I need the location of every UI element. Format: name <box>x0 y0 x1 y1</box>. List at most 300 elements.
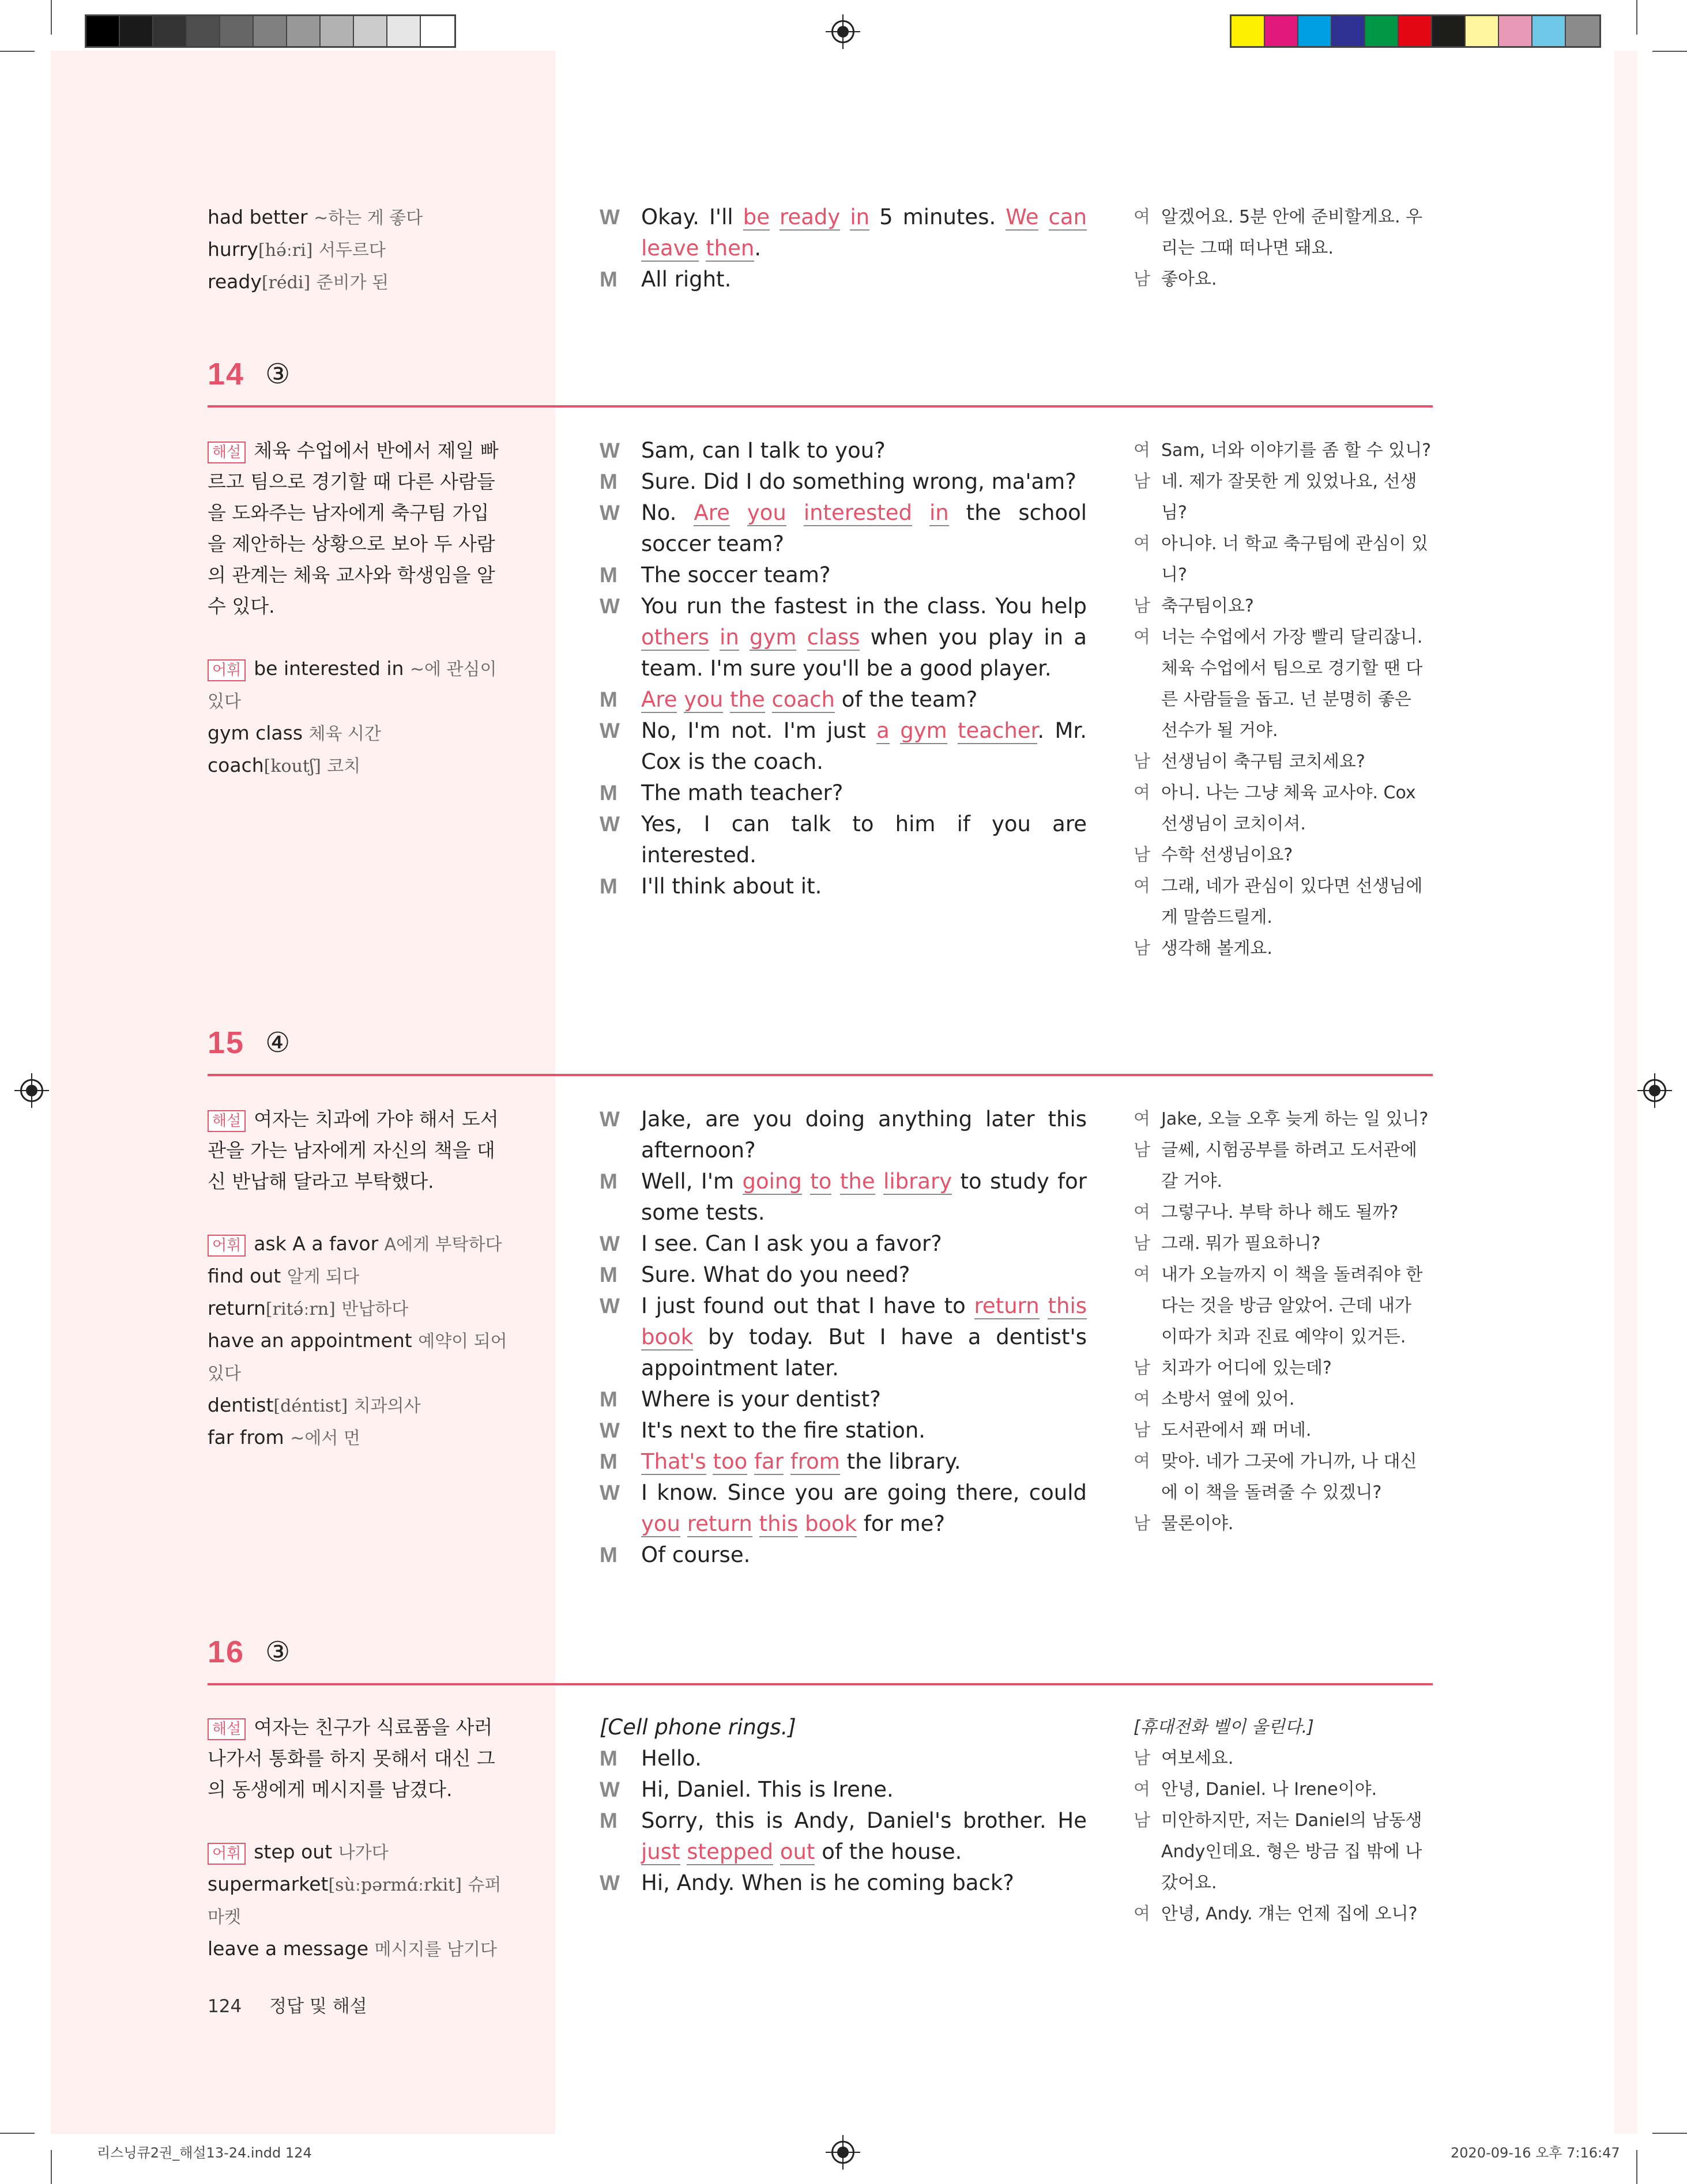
dialogue-text <box>641 778 1087 809</box>
text-run: Hi, Daniel. This is Irene. <box>641 1777 894 1802</box>
q15-script-kr <box>1134 1104 1433 1540</box>
speaker-label: M <box>600 1543 617 1567</box>
text-run: It's next to the fire station. <box>641 1418 926 1443</box>
blank-answer: Are <box>641 687 677 712</box>
speaker-label: M <box>600 563 617 587</box>
dialogue-text <box>641 1774 1087 1805</box>
dialogue-text <box>641 809 1087 871</box>
translation-line <box>1134 435 1433 466</box>
blank-answer: teacher <box>958 718 1038 743</box>
footer-title: 정답 및 해설 <box>269 1996 367 2017</box>
text-run: for me? <box>857 1511 945 1536</box>
vocab-meaning: 메시지를 남기다 <box>374 1940 497 1960</box>
text-run: You run the fastest in the class. You help <box>641 594 1087 618</box>
speaker-label: W <box>600 1419 620 1442</box>
text-run <box>802 1169 810 1194</box>
vocab-meaning: 준비가 된 <box>316 273 389 293</box>
vocab-meaning: 알게 되다 <box>287 1267 360 1287</box>
vocab-meaning: 치과의사 <box>353 1396 421 1416</box>
vocab-meaning: A에게 부탁하다 <box>384 1235 502 1255</box>
dialogue-text <box>641 466 1087 497</box>
translation-line <box>1134 1228 1433 1259</box>
text-run <box>831 1169 839 1194</box>
registration-mark-bottom <box>826 2135 860 2170</box>
slug-filename: 리스닝큐2권_해설13-24.indd 124 <box>97 2145 312 2161</box>
dialogue-text <box>641 1446 1087 1477</box>
text-run: the library. <box>839 1449 961 1474</box>
color-swatch <box>421 16 454 46</box>
text-run <box>680 1511 687 1536</box>
vocab-item <box>208 750 507 782</box>
spacer <box>208 1805 507 1836</box>
vocab-item <box>208 653 507 718</box>
text-run <box>765 687 772 712</box>
text-run <box>840 205 850 229</box>
vocab-word: far from <box>208 1426 284 1449</box>
dialogue-text <box>641 591 1087 684</box>
speaker-label: W <box>600 1294 620 1318</box>
speaker-label-kr: 여 <box>1134 440 1150 461</box>
translation-text: 아니. 나는 그냥 체육 교사야. Cox 선생님이 코치이셔. <box>1161 783 1416 834</box>
vocab-item <box>208 1293 507 1325</box>
section-divider <box>208 1683 1433 1685</box>
translation-line <box>1134 1415 1433 1446</box>
vocab-word: return <box>208 1297 266 1319</box>
translation-line <box>1134 1259 1433 1353</box>
blank-answer: class <box>807 625 860 650</box>
dialogue-line <box>600 684 1087 715</box>
translation-line <box>1134 529 1433 591</box>
speaker-label: W <box>600 439 620 462</box>
translation-text: 맞아. 네가 그곳에 가니까, 나 대신에 이 책을 돌려줄 수 있겠니? <box>1161 1451 1417 1503</box>
dialogue-line <box>600 1868 1087 1899</box>
q14-explanation <box>208 435 507 782</box>
blank-answer: We <box>1006 205 1039 229</box>
page-footer <box>208 1991 395 2017</box>
color-swatch <box>1566 16 1599 46</box>
color-swatch <box>1365 16 1399 46</box>
translation-text: 소방서 옆에 있어. <box>1161 1389 1295 1409</box>
translation-text: 도서관에서 꽤 머네. <box>1161 1420 1312 1440</box>
dialogue-text <box>641 1805 1087 1868</box>
dialogue-text <box>641 1259 1087 1291</box>
dialogue-text <box>641 435 1087 466</box>
vocab-item <box>208 1261 507 1293</box>
q14-script-kr <box>1134 435 1433 964</box>
translation-line <box>1134 1384 1433 1415</box>
speaker-label: M <box>600 1170 617 1193</box>
color-swatch <box>1499 16 1532 46</box>
explanation-tag: 해설 <box>208 1718 246 1740</box>
dialogue-line <box>600 1540 1087 1571</box>
answer-mark: ③ <box>265 358 291 390</box>
question-number: 16 <box>208 1635 245 1669</box>
stage-direction: [Cell phone rings.] <box>600 1715 796 1740</box>
speaker-label-kr: 여 <box>1134 207 1150 227</box>
speaker-label-kr: 여 <box>1134 1904 1150 1924</box>
section-divider <box>208 1074 1433 1076</box>
speaker-label-kr: 여 <box>1134 627 1150 647</box>
text-run: Sorry, this is Andy, Daniel's brother. He <box>641 1808 1087 1833</box>
color-swatch <box>1265 16 1298 46</box>
text-run: I see. Can I ask you a favor? <box>641 1231 942 1256</box>
crop-mark <box>1652 51 1687 52</box>
color-swatch <box>1432 16 1466 46</box>
vocab-meaning: 나가다 <box>338 1843 389 1863</box>
blank-answer: book <box>641 1325 694 1349</box>
vocab-tag: 어휘 <box>208 1843 246 1865</box>
dialogue-text <box>641 715 1087 778</box>
speaker-label: W <box>600 1107 620 1131</box>
translation-line <box>1134 591 1433 622</box>
translation-line <box>1134 840 1433 871</box>
q14-script-en <box>600 435 1087 902</box>
translation-text: 그래, 네가 관심이 있다면 선생님에게 말씀드릴게. <box>1161 876 1423 927</box>
translation-text: Sam, 너와 이야기를 좀 할 수 있니? <box>1161 440 1432 461</box>
speaker-label-kr: 남 <box>1134 845 1150 865</box>
text-run: 5 minutes. <box>869 205 1006 229</box>
translation-line <box>1134 1774 1433 1805</box>
vocab-word: dentist <box>208 1394 274 1416</box>
speaker-label: M <box>600 874 617 898</box>
text-run <box>723 687 730 712</box>
dialogue-line <box>600 778 1087 809</box>
question-number: 15 <box>208 1025 245 1060</box>
translation-line <box>1134 1899 1433 1930</box>
translation-text: 그렇구나. 부탁 하나 해도 될까? <box>1161 1202 1399 1223</box>
dialogue-line <box>600 871 1087 902</box>
q13-script-en <box>600 202 1087 295</box>
blank-answer: out <box>780 1839 815 1864</box>
text-run: Jake, are you doing anything later this afternoon? <box>641 1107 1087 1163</box>
text-run <box>890 718 900 743</box>
blank-answer: can <box>1048 205 1087 229</box>
q15-header <box>208 1025 290 1061</box>
vocab-item <box>208 1422 507 1454</box>
section-divider <box>208 405 1433 408</box>
crop-mark <box>51 2150 52 2184</box>
text-run: The math teacher? <box>641 780 843 805</box>
blank-answer: far <box>754 1449 784 1474</box>
speaker-label-kr: 여 <box>1134 1202 1150 1223</box>
text-run: of the house. <box>815 1839 962 1864</box>
blank-answer: return <box>974 1293 1040 1318</box>
text-run: No. <box>641 500 694 525</box>
vocab-pronunciation: [rédi] <box>261 273 311 293</box>
speaker-label-kr: 남 <box>1134 471 1150 492</box>
dialogue-text <box>641 1477 1087 1540</box>
dialogue-line <box>600 1477 1087 1540</box>
blank-answer: just <box>641 1839 680 1864</box>
dialogue-line <box>600 1774 1087 1805</box>
text-run <box>680 1839 687 1864</box>
vocab-meaning: 코치 <box>327 756 361 776</box>
translation-line <box>1134 1353 1433 1384</box>
speaker-label: M <box>600 1387 617 1411</box>
dialogue-line <box>600 560 1087 591</box>
blank-answer: library <box>883 1169 952 1194</box>
dialogue-line <box>600 497 1087 560</box>
q13-script-kr <box>1134 202 1433 295</box>
text-run: Hi, Andy. When is he coming back? <box>641 1870 1014 1895</box>
speaker-label: W <box>600 205 620 229</box>
q16-explanation <box>208 1712 507 1966</box>
dialogue-line <box>600 202 1087 264</box>
blank-answer: then <box>706 236 755 261</box>
explanation-body: 체육 수업에서 반에서 제일 빠르고 팀으로 경기할 때 다른 사람들을 도와주는 남자에게 축구팀 가입을 제안하는 상황으로 보아 두 사람의 관계는 체육 교사와 학생임을 알 수 있다. <box>208 439 499 617</box>
explanation-tag: 해설 <box>208 442 246 463</box>
crop-mark <box>51 0 52 35</box>
color-swatch <box>1298 16 1332 46</box>
speaker-label: W <box>600 812 620 836</box>
text-run: the school soccer team? <box>641 500 1087 556</box>
vocab-meaning: 서두르다 <box>318 240 386 261</box>
vocab-pronunciation: [déntist] <box>273 1396 348 1416</box>
blank-answer: you <box>641 1511 680 1536</box>
vocab-item <box>208 266 507 299</box>
explanation-text <box>208 435 507 622</box>
dialogue-line <box>600 1805 1087 1868</box>
translation-line <box>1134 264 1433 295</box>
vocab-word: ready <box>208 270 262 293</box>
color-swatch <box>1466 16 1499 46</box>
blank-answer: the <box>839 1169 875 1194</box>
right-edge-band <box>1614 51 1637 2134</box>
blank-answer: coach <box>771 687 835 712</box>
text-run <box>1038 205 1048 229</box>
text-run: All right. <box>641 267 732 292</box>
stage-direction-kr: [휴대전화 벨이 울린다.] <box>1134 1717 1314 1737</box>
translation-line <box>1134 1135 1433 1197</box>
color-swatch <box>387 16 421 46</box>
dialogue-text <box>641 871 1087 902</box>
translation-line <box>1134 933 1433 964</box>
blank-answer: gym <box>749 625 797 650</box>
speaker-label-kr: 여 <box>1134 783 1150 803</box>
text-run <box>875 1169 883 1194</box>
color-bar <box>1230 14 1601 48</box>
blank-answer: stepped <box>687 1839 774 1864</box>
question-number: 14 <box>208 357 245 391</box>
text-run: Well, I'm <box>641 1169 743 1194</box>
dialogue-text <box>641 1384 1087 1415</box>
crop-mark <box>1652 2133 1687 2134</box>
blank-answer: from <box>790 1449 840 1474</box>
translation-line <box>1134 202 1433 264</box>
translation-text: 축구팀이요? <box>1161 596 1254 616</box>
speaker-label-kr: 남 <box>1134 1358 1150 1378</box>
text-run: Where is your dentist? <box>641 1387 881 1412</box>
dialogue-text <box>641 684 1087 715</box>
dialogue-text <box>641 1228 1087 1259</box>
vocab-word: leave a message <box>208 1937 369 1960</box>
dialogue-text <box>641 264 1087 295</box>
text-run <box>730 500 747 525</box>
speaker-label-kr: 남 <box>1134 1234 1150 1254</box>
blank-answer: gym <box>900 718 947 743</box>
text-run <box>747 1449 754 1474</box>
vocab-item <box>208 1390 507 1422</box>
q16-script-kr <box>1134 1712 1433 1930</box>
blank-answer: going <box>742 1169 802 1194</box>
speaker-label: M <box>600 267 617 291</box>
blank-answer: you <box>747 500 786 525</box>
explanation-body: 여자는 치과에 가야 해서 도서관을 가는 남자에게 자신의 책을 대신 반납해 달라고 부탁했다. <box>208 1108 499 1193</box>
text-run <box>752 1511 759 1536</box>
text-run <box>709 625 720 650</box>
q15-script-en <box>600 1104 1087 1571</box>
translation-text: 미안하지만, 저는 Daniel의 남동생 Andy인데요. 형은 방금 집 밖에 나갔어요. <box>1161 1810 1422 1893</box>
crop-mark <box>0 51 35 52</box>
explanation-body: 여자는 친구가 식료품을 사러 나가서 통화를 하지 못해서 대신 그의 동생에게 메시지를 남겼다. <box>208 1716 495 1801</box>
dialogue-line <box>600 466 1087 497</box>
dialogue-text <box>641 1868 1087 1899</box>
text-run <box>796 625 807 650</box>
vocab-meaning: ~에 관심이 있다 <box>208 659 497 712</box>
dialogue-line <box>600 809 1087 871</box>
dialogue-text <box>641 1743 1087 1774</box>
vocab-meaning: 체육 시간 <box>308 724 382 744</box>
vocab-item <box>208 1933 507 1966</box>
spacer <box>208 622 507 653</box>
vocab-item <box>208 202 507 234</box>
translation-text: 아니야. 너 학교 축구팀에 관심이 있니? <box>1161 534 1428 585</box>
color-swatch <box>287 16 321 46</box>
text-run: to study for some tests. <box>641 1169 1087 1225</box>
speaker-label-kr: 여 <box>1134 1265 1150 1285</box>
vocab-item <box>208 234 507 266</box>
translation-line <box>1134 778 1433 840</box>
translation-text: 내가 오늘까지 이 책을 돌려줘야 한다는 것을 방금 알았어. 근데 내가 이따가 치과 진료 예약이 있거든. <box>1161 1265 1423 1347</box>
speaker-label-kr: 남 <box>1134 752 1150 772</box>
translation-text: Jake, 오늘 오후 늦게 하는 일 있니? <box>1161 1109 1429 1129</box>
speaker-label-kr: 남 <box>1134 596 1150 616</box>
translation-line <box>1134 466 1433 529</box>
text-run <box>786 500 804 525</box>
vocab-item <box>208 1325 507 1390</box>
text-run: Hello. <box>641 1746 702 1771</box>
color-swatch <box>321 16 354 46</box>
text-run: by today. But I have a dentist's appointment later. <box>641 1325 1087 1380</box>
speaker-label: M <box>600 1809 617 1832</box>
blank-answer: That's <box>641 1449 706 1474</box>
vocab-item <box>208 718 507 750</box>
vocab-meaning: 반납하다 <box>341 1299 409 1319</box>
translation-line <box>1134 1197 1433 1228</box>
speaker-label: M <box>600 1747 617 1770</box>
dialogue-line <box>600 591 1087 684</box>
text-run: I just found out that I have to <box>641 1293 974 1318</box>
speaker-label: W <box>600 1232 620 1255</box>
text-run <box>784 1449 790 1474</box>
q16-script-en <box>600 1712 1087 1899</box>
blank-answer: the <box>730 687 765 712</box>
dialogue-line <box>600 1743 1087 1774</box>
vocab-meaning: 예약이 되어 있다 <box>208 1331 507 1384</box>
dialogue-line <box>600 1415 1087 1446</box>
blank-answer: be <box>743 205 770 229</box>
speaker-label-kr: 남 <box>1134 1810 1150 1831</box>
speaker-label: M <box>600 781 617 805</box>
dialogue-line <box>600 1104 1087 1166</box>
speaker-label: W <box>600 1481 620 1504</box>
text-run: of the team? <box>834 687 978 712</box>
speaker-label-kr: 여 <box>1134 1779 1150 1800</box>
translation-line <box>1134 746 1433 778</box>
text-run: Of course. <box>641 1542 751 1567</box>
text-run: Sure. What do you need? <box>641 1262 910 1287</box>
color-swatch <box>187 16 220 46</box>
translation-line <box>1134 622 1433 746</box>
explanation-text <box>208 1712 507 1805</box>
vocab-word: supermarket <box>208 1873 329 1895</box>
vocab-pronunciation: [koutʃ] <box>263 756 321 776</box>
speaker-label-kr: 여 <box>1134 1109 1150 1129</box>
color-swatch <box>120 16 153 46</box>
speaker-label-kr: 남 <box>1134 1140 1150 1160</box>
translation-text: 네. 제가 잘못한 게 있었나요, 선생님? <box>1161 471 1417 523</box>
vocab-meaning: 슈퍼마켓 <box>208 1875 502 1927</box>
dialogue-text <box>641 202 1087 264</box>
text-run <box>677 687 684 712</box>
text-run: Okay. I'll <box>641 205 743 229</box>
text-run: The soccer team? <box>641 563 831 587</box>
dialogue-text <box>641 1166 1087 1228</box>
speaker-label-kr: 남 <box>1134 1748 1150 1768</box>
dialogue-text <box>641 1104 1087 1166</box>
text-run <box>1040 1293 1048 1318</box>
speaker-label: W <box>600 594 620 618</box>
color-swatch <box>86 16 120 46</box>
blank-answer: in <box>850 205 870 229</box>
text-run: I know. Since you are going there, could <box>641 1480 1087 1505</box>
translation-line <box>1134 1805 1433 1899</box>
vocab-meaning: ~에서 먼 <box>290 1428 360 1449</box>
vocab-word: gym class <box>208 722 303 744</box>
dialogue-line <box>600 1384 1087 1415</box>
speaker-label: M <box>600 1263 617 1287</box>
dialogue-line <box>600 264 1087 295</box>
blank-answer: book <box>804 1511 857 1536</box>
speaker-label: W <box>600 1778 620 1801</box>
text-run <box>706 1449 713 1474</box>
grayscale-bar <box>85 14 456 48</box>
dialogue-text <box>641 497 1087 560</box>
translation-text: 너는 수업에서 가장 빨리 달리잖니. 체육 수업에서 팀으로 경기할 땐 다른 사람들을 돕고. 넌 분명히 좋은 선수가 될 거야. <box>1161 627 1423 741</box>
translation-text: 안녕, Daniel. 나 Irene이야. <box>1161 1779 1377 1800</box>
registration-mark-right <box>1637 1073 1672 1108</box>
explanation-text <box>208 1104 507 1197</box>
blank-answer: return <box>687 1511 752 1536</box>
vocab-pronunciation: [sùːpərmɑ́ːrkit] <box>328 1875 462 1895</box>
translation-text: 여보세요. <box>1161 1748 1234 1768</box>
speaker-label-kr: 여 <box>1134 534 1150 554</box>
translation-text: 선생님이 축구팀 코치세요? <box>1161 752 1365 772</box>
text-run <box>739 625 750 650</box>
dialogue-text <box>641 1415 1087 1446</box>
dialogue-line <box>600 1291 1087 1384</box>
speaker-label-kr: 여 <box>1134 1389 1150 1409</box>
q14-header <box>208 356 290 392</box>
text-run <box>773 1839 780 1864</box>
translation-text: 그래. 뭐가 필요하니? <box>1161 1234 1321 1254</box>
answer-mark: ③ <box>265 1636 291 1668</box>
translation-line <box>1134 871 1433 933</box>
q13-vocab <box>208 202 507 299</box>
blank-answer: ready <box>780 205 841 229</box>
text-run: when you play in a team. I'm sure you'll be a good player. <box>641 625 1087 681</box>
text-run <box>912 500 929 525</box>
